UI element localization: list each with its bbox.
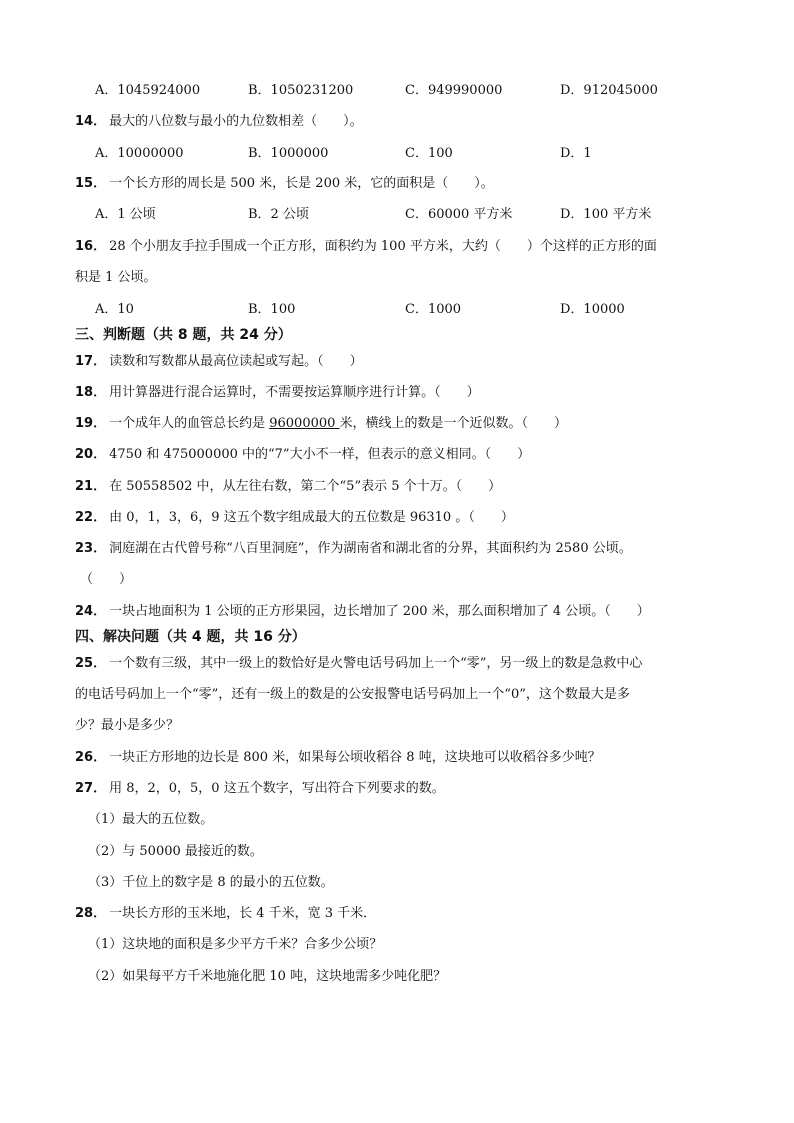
q15-option-a: A．1 公顷	[95, 207, 156, 222]
q15-option-c: C．60000 平方米	[405, 207, 513, 222]
q18-question	[75, 385, 480, 401]
q16-option-b: B．100	[248, 302, 296, 317]
q16-option-a: A．10	[95, 302, 134, 317]
q13-option-b: B．1050231200	[248, 83, 354, 98]
q25-question-cont1	[75, 687, 630, 703]
q21-number: 21．	[75, 479, 107, 494]
q16-text-line1: 28 个小朋友手拉手围成一个正方形，面积约为 100 平方米，大约（ ）个这样的正方形的面	[109, 239, 657, 254]
q16-number: 16．	[75, 239, 107, 254]
q16-question-cont	[75, 270, 157, 286]
q17-text: 读数和写数都从最高位读起或写起。（ ）	[109, 354, 363, 369]
q28-question	[75, 906, 376, 922]
q14-option-d: D．1	[560, 146, 592, 161]
q27-sub1: （1）最大的五位数。	[88, 812, 214, 827]
q28-sub1: （1）这块地的面积是多少平方千米？合多少公顷？	[88, 937, 383, 952]
q17-question	[75, 354, 363, 370]
q19-text-before: 一个成年人的血管总长约是	[109, 416, 270, 431]
q24-text: 一块占地面积为 1 公顷的正方形果园，边长增加了 200 米，那么面积增加了 4 公顷。（ ）	[109, 604, 650, 619]
q23-question-cont	[80, 572, 132, 588]
q27-sub2: （2）与 50000 最接近的数。	[88, 844, 263, 859]
q20-text: 4750 和 475000000 中的“7”大小不一样，但表示的意义相同。（ ）	[109, 447, 531, 462]
q25-text-line3: 少？最小是多少？	[75, 718, 180, 733]
q13-options	[95, 83, 695, 99]
q16-options	[95, 302, 695, 318]
q13-option-c: C．949990000	[405, 83, 503, 98]
q28-number: 28．	[75, 906, 107, 921]
q17-number: 17．	[75, 354, 107, 369]
q23-number: 23．	[75, 541, 107, 556]
q21-question	[75, 479, 501, 495]
q15-option-d: D．100 平方米	[560, 207, 652, 222]
q16-option-c: C．1000	[405, 302, 462, 317]
q25-text-line1: 一个数有三级，其中一级上的数恰好是火警电话号码加上一个“零”，另一级上的数是急救中心	[109, 656, 643, 671]
q27-number: 27．	[75, 781, 107, 796]
q23-text-line2: （ ）	[80, 572, 133, 587]
q24-question	[75, 604, 650, 620]
q25-text-line2: 的电话号码加上一个“零”，还有一级上的数是的公安报警电话号码加上一个“0”，这个数最大是多	[75, 687, 630, 702]
q19-text-after: 米，横线上的数是一个近似数。（ ）	[339, 416, 568, 431]
q14-text: 最大的八位数与最小的九位数相差（ ）。	[109, 114, 363, 129]
q20-question	[75, 447, 530, 463]
q27-question	[75, 781, 445, 797]
q16-question	[75, 239, 657, 255]
q22-question	[75, 510, 514, 526]
q25-question-cont2	[75, 718, 179, 734]
q15-options	[95, 207, 695, 223]
q22-number: 22．	[75, 510, 107, 525]
q19-question	[75, 416, 567, 432]
q14-question	[75, 114, 363, 130]
q14-option-c: C．100	[405, 146, 453, 161]
q25-question	[75, 656, 642, 672]
q26-number: 26．	[75, 750, 107, 765]
q23-text-line1: 洞庭湖在古代曾号称“八百里洞庭”，作为湖南省和湖北省的分界，其面积约为 2580 公顷。	[109, 541, 632, 556]
q27-text: 用 8，2，0，5，0 这五个数字，写出符合下列要求的数。	[109, 781, 445, 796]
q18-number: 18．	[75, 385, 107, 400]
q28-text: 一块长方形的玉米地，长 4 千米，宽 3 千米．	[109, 906, 377, 921]
q15-question	[75, 176, 494, 192]
q14-option-a: A．10000000	[95, 146, 184, 161]
q13-option-d: D．912045000	[560, 83, 658, 98]
q26-text: 一块正方形地的边长是 800 米，如果每公顷收稻谷 8 吨，这块地可以收稻谷多少吨？	[109, 750, 601, 765]
q23-question	[75, 541, 632, 557]
q25-number: 25．	[75, 656, 107, 671]
q20-number: 20．	[75, 447, 107, 462]
q26-question	[75, 750, 601, 766]
q19-underlined-number: 96000000	[269, 416, 340, 431]
q15-text: 一个长方形的周长是 500 米，长是 200 米，它的面积是（ ）。	[109, 176, 494, 191]
q14-number: 14．	[75, 114, 107, 129]
q18-text: 用计算器进行混合运算时，不需要按运算顺序进行计算。（ ）	[109, 385, 480, 400]
q21-text: 在 50558502 中，从左往右数，第二个“5”表示 5 个十万。（ ）	[109, 479, 502, 494]
q16-option-d: D．10000	[560, 302, 625, 317]
q14-option-b: B．1000000	[248, 146, 329, 161]
q28-sub2: （2）如果每平方千米地施化肥 10 吨，这块地需多少吨化肥？	[88, 969, 447, 984]
q15-option-b: B．2 公顷	[248, 207, 309, 222]
q16-text-line2: 积是 1 公顷。	[75, 270, 157, 285]
section4-heading: 四、解决问题（共 4 题，共 16 分）	[75, 629, 306, 645]
q15-number: 15．	[75, 176, 107, 191]
q27-sub3: （3）千位上的数字是 8 的最小的五位数。	[88, 875, 334, 890]
q24-number: 24．	[75, 604, 107, 619]
section3-heading: 三、判断题（共 8 题，共 24 分）	[75, 327, 292, 343]
q19-number: 19．	[75, 416, 107, 431]
q13-option-a: A．1045924000	[95, 83, 201, 98]
q14-options	[95, 146, 695, 162]
q22-text: 由 0，1，3，6，9 这五个数字组成最大的五位数是 96310 。（ ）	[109, 510, 514, 525]
